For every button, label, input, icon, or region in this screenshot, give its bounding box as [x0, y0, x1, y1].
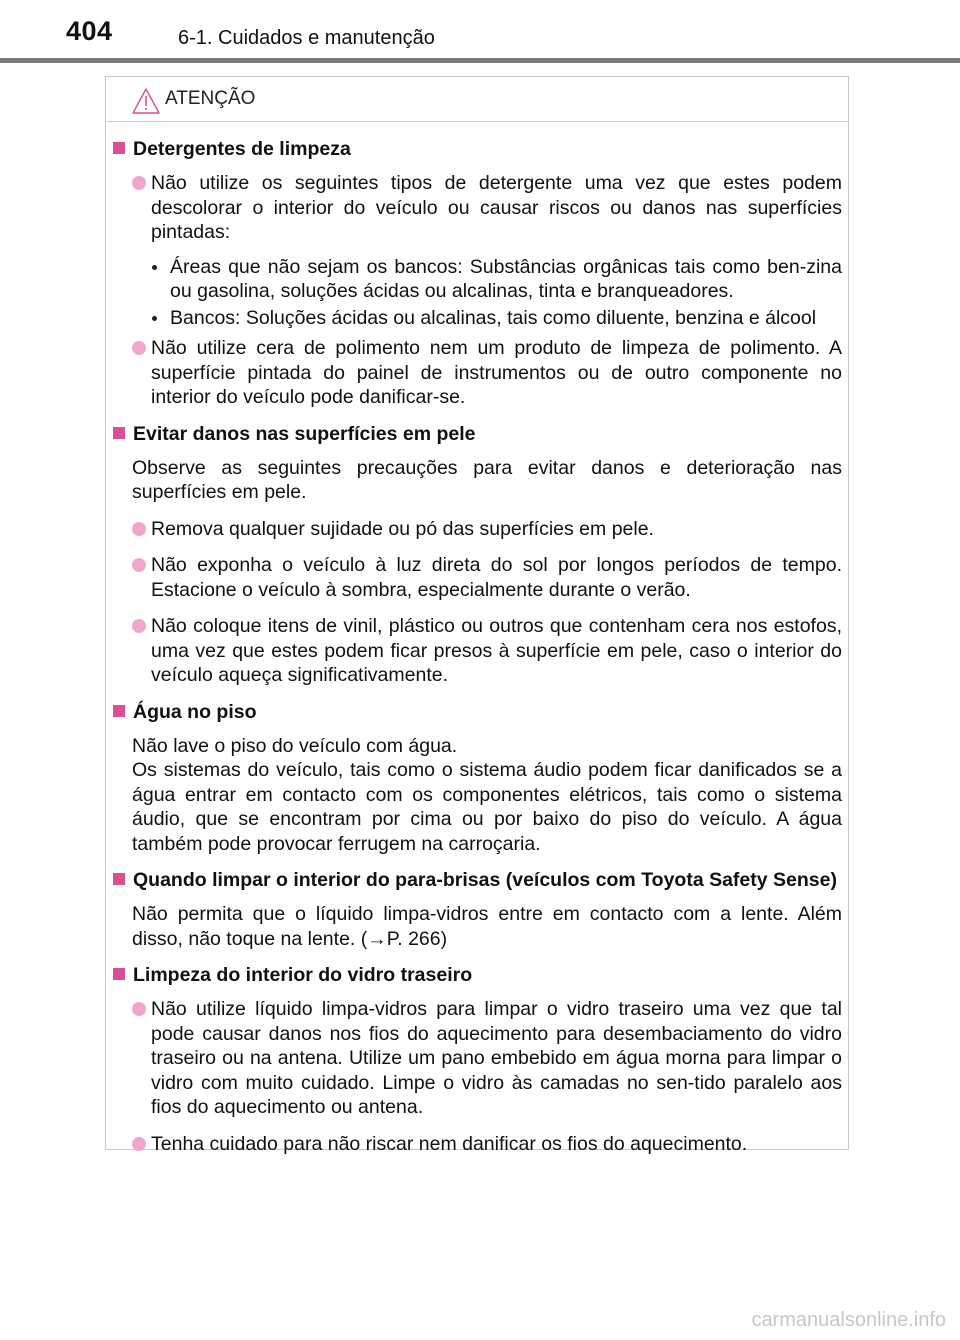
- bullet-dot-icon: [132, 1002, 146, 1016]
- list-item: [112, 1132, 842, 1157]
- list-item: [112, 614, 842, 688]
- section-heading: [112, 700, 842, 724]
- bullet-text: Não utilize os seguintes tipos de detergente uma vez que estes podem descolorar o interior do veículo ou causar riscos ou danos nas superfícies pintadas:: [151, 172, 842, 243]
- list-item: [112, 517, 842, 542]
- bullet-text: Não utilize cera de polimento nem um produto de limpeza de polimento. A superfície pintada do painel de instrumentos ou de outro componente no interior do veículo pode danificar-se.: [151, 337, 842, 408]
- sub-bullet-text: Bancos: Soluções ácidas ou alcalinas, tais como diluente, benzina e álcool: [170, 306, 817, 329]
- list-item: [112, 997, 842, 1120]
- watermark: carmanualsonline.info: [751, 1309, 946, 1331]
- list-item: [112, 553, 842, 602]
- heading-text: Detergentes de limpeza: [133, 138, 351, 160]
- bullet-dot-icon: [132, 1137, 146, 1151]
- page-header: [0, 0, 960, 64]
- bullet-dot-icon: [132, 619, 146, 633]
- heading-square-icon: [113, 873, 125, 885]
- bullet-dot-icon: [132, 522, 146, 536]
- paragraph: Observe as seguintes precauções para evitar danos e deterioração nas superfícies em pele.: [132, 456, 842, 503]
- sub-bullet-text: Áreas que não sejam os bancos: Substâncias orgânicas tais como ben-zina ou gasolina, soluções ácidas ou alcalinas, tinta e branqueadores.: [170, 255, 842, 302]
- warning-box-header: [106, 77, 848, 122]
- list-item: [112, 336, 842, 410]
- bullet-text: Não utilize líquido limpa-vidros para limpar o vidro traseiro uma vez que tal pode causar danos nos fios do aquecimento para desembaciamento do vidro traseiro ou na antena. Utilize um pano embebido em água morna para limpar o vidro com muito cuidado. Limpe o vidro às camadas no sen-tido paralelo aos fios do aquecimento ou antena.: [151, 998, 842, 1118]
- section-heading: [112, 422, 842, 446]
- warning-content: [112, 137, 842, 1168]
- bullet-text: Não coloque itens de vinil, plástico ou outros que contenham cera nos estofos, uma vez que estes podem ficar presos à superfície em pele, caso o interior do veículo aqueça significativamente.: [151, 615, 842, 686]
- heading-text: Limpeza do interior do vidro traseiro: [133, 964, 473, 986]
- sub-bullet-icon: [152, 265, 157, 270]
- header-rule: [0, 58, 960, 63]
- sub-list-item: [112, 255, 842, 304]
- section-heading: [112, 137, 842, 161]
- paragraph: Não permita que o líquido limpa-vidros entre em contacto com a lente. Além disso, não toque na lente. (→P. 266): [132, 903, 842, 950]
- bullet-text: Remova qualquer sujidade ou pó das superfícies em pele.: [151, 517, 654, 540]
- bullet-dot-icon: [132, 341, 146, 355]
- bullet-dot-icon: [132, 558, 146, 572]
- heading-text: Água no piso: [133, 700, 257, 723]
- page-number: 404: [66, 16, 113, 46]
- paragraph: Os sistemas do veículo, tais como o sistema áudio podem ficar danificados se a água entrar em contacto com os componentes elétricos, tais como o sistema áudio, que se encontram por cima ou por baixo do piso do veículo. A água também pode provocar ferrugem na carroçaria.: [132, 759, 842, 855]
- bullet-text: Não exponha o veículo à luz direta do sol por longos períodos de tempo. Estacione o veículo à sombra, especialmente durante o verão.: [151, 554, 842, 601]
- warning-box: [105, 76, 849, 1155]
- sub-list-item: [112, 306, 842, 331]
- heading-text: Evitar danos nas superfícies em pele: [133, 422, 476, 445]
- heading-square-icon: [113, 427, 125, 439]
- section-title: 6-1. Cuidados e manutenção: [178, 27, 435, 49]
- warning-triangle-icon: [131, 87, 161, 115]
- paragraph: Não lave o piso do veículo com água.: [132, 734, 458, 757]
- warning-label: ATENÇÃO: [165, 88, 256, 109]
- bullet-dot-icon: [132, 176, 146, 190]
- section-heading: [112, 868, 842, 892]
- heading-square-icon: [113, 968, 125, 980]
- bullet-text: Tenha cuidado para não riscar nem danificar os fios do aquecimento.: [151, 1132, 748, 1155]
- list-item: [112, 171, 842, 245]
- heading-text: Quando limpar o interior do para-brisas (veículos com Toyota Safety Sense): [133, 869, 837, 891]
- section-heading: [112, 963, 842, 987]
- sub-bullet-icon: [152, 316, 157, 321]
- heading-square-icon: [113, 142, 125, 154]
- heading-square-icon: [113, 705, 125, 717]
